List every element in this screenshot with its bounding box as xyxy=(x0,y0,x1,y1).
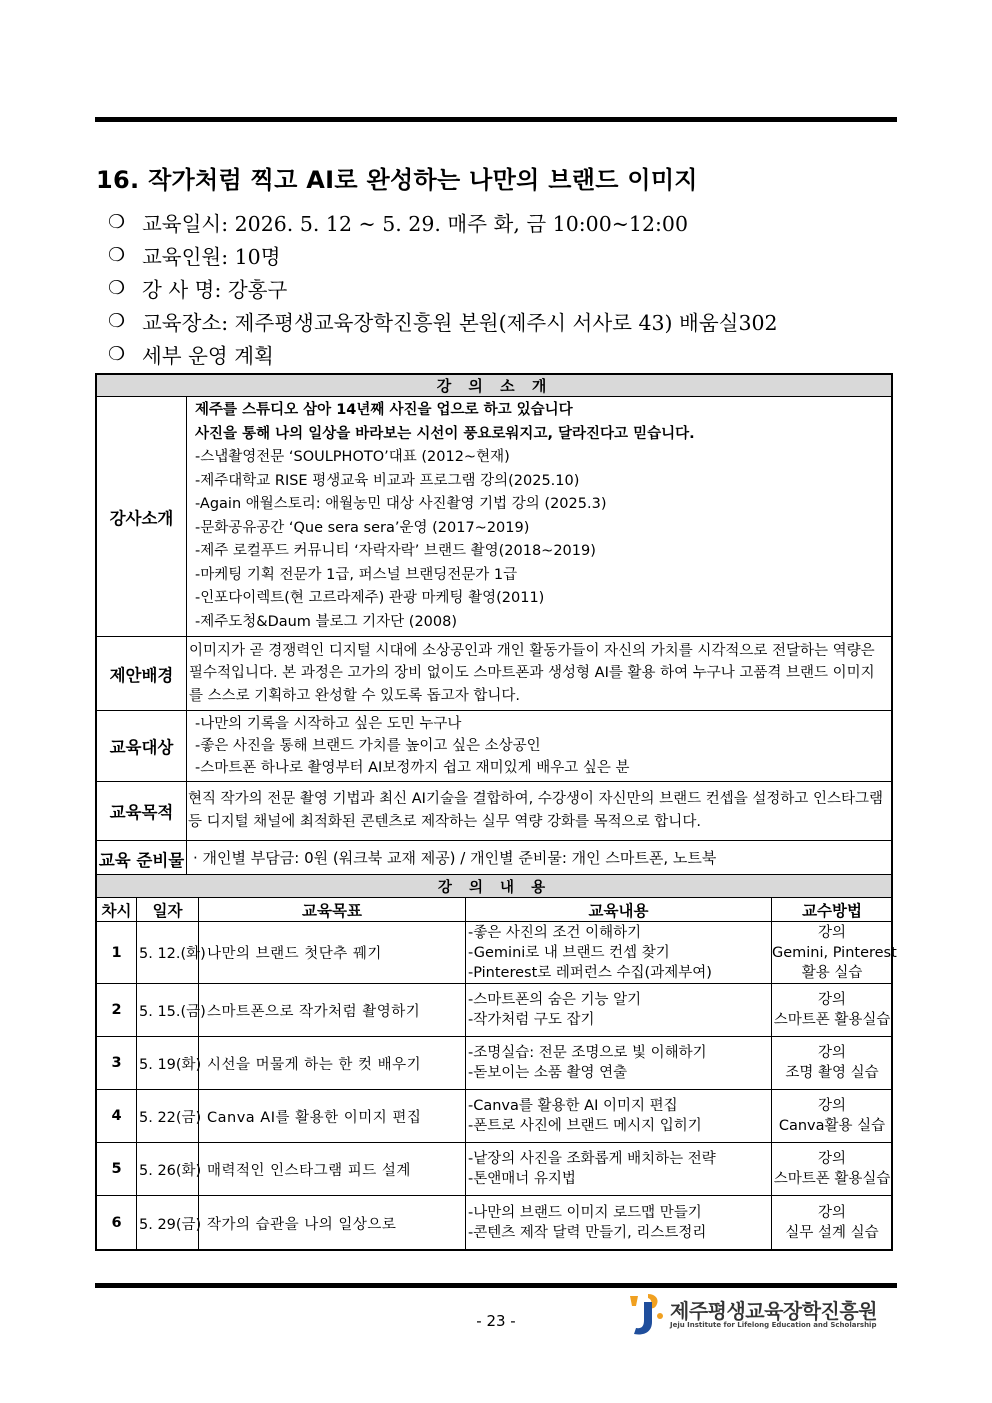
session-date: 5. 15.(금) xyxy=(137,984,199,1037)
instructor-label: 강사소개 xyxy=(97,397,187,637)
session-content: -낱장의 사진을 조화롭게 배치하는 전략 -톤앤매너 유지법 xyxy=(466,1143,772,1196)
circle-bullet-icon: ❍ xyxy=(108,309,126,332)
target-list: -나만의 기록을 시작하고 싶은 도민 누구나 -좋은 사진을 통해 브랜드 가치를 높이고 싶은 소상공인 -스마트폰 하나로 촬영부터 AI보정까지 쉽고 재미있게 배우고 싶은 분 xyxy=(187,711,893,782)
session-method: 강의 스마트폰 활용실습 xyxy=(772,1143,893,1196)
session-content: -나만의 브랜드 이미지 로드맵 만들기 -콘텐츠 제작 달력 만들기, 리스트정리 xyxy=(466,1196,772,1251)
session-content: -스마트폰의 숨은 기능 알기 -작가처럼 구도 잡기 xyxy=(466,984,772,1037)
instructor-career-item: -문화공유공간 ‘Que sera sera’운영 (2017~2019) xyxy=(195,519,530,536)
instructor-career-item: -스냅촬영전문 ‘SOULPHOTO’대표 (2012~현재) xyxy=(195,449,510,465)
institute-logo xyxy=(626,1292,896,1340)
session-goal: 작가의 습관을 나의 일상으로 xyxy=(199,1196,466,1251)
background-label: 제안배경 xyxy=(97,637,187,711)
bullet-location: ❍ 교육장소: 제주평생교육장학진흥원 본원(제주시 서사로 43) 배움실302 xyxy=(108,309,778,335)
column-header-session: 차시 xyxy=(97,898,137,922)
column-header-date: 일자 xyxy=(137,898,199,922)
circle-bullet-icon: ❍ xyxy=(108,210,126,233)
session-goal: 매력적인 인스타그램 피드 설계 xyxy=(199,1143,466,1196)
session-date: 5. 29(금) xyxy=(137,1196,199,1251)
schedule-header: 강 의 내 용 xyxy=(97,875,893,898)
bullet-instructor: ❍ 강 사 명: 강홍구 xyxy=(108,276,288,302)
session-date: 5. 19(화) xyxy=(137,1037,199,1090)
intro-header: 강 의 소 개 xyxy=(97,375,893,397)
info-bullets xyxy=(108,205,778,370)
table-row xyxy=(97,1090,893,1143)
session-number: 1 xyxy=(97,922,137,984)
bullet-plan: ❍ 세부 운영 계획 xyxy=(108,342,274,368)
session-content: -좋은 사진의 조건 이해하기 -Gemini로 내 브랜드 컨셉 찾기 -Pinterest로 레퍼런스 수집(과제부여) xyxy=(466,922,772,984)
intro-table xyxy=(96,374,893,878)
prep-text: · 개인별 부담금: 0원 (워크북 교재 제공) / 개인별 준비물: 개인 스마트폰, 노트북 xyxy=(193,849,717,868)
column-header-content: 교육내용 xyxy=(466,898,772,922)
target-label: 교육대상 xyxy=(97,711,187,782)
prep-label: 교육 준비물 xyxy=(97,841,187,878)
circle-bullet-icon: ❍ xyxy=(108,243,126,266)
top-rule xyxy=(95,117,897,122)
purpose-text: 현직 작가의 전문 촬영 기법과 최신 AI기술을 결합하여, 수강생이 자신만의 브랜드 컨셉을 설정하고 인스타그램 등 디지털 채널에 최적화된 콘텐츠로 제작하는 실무 역량 강화를 목적으로 합니다. xyxy=(188,791,884,830)
institute-emblem-icon xyxy=(626,1292,666,1338)
session-content: -Canva를 활용한 AI 이미지 편집 -폰트로 사진에 브랜드 메시지 입히기 xyxy=(466,1090,772,1143)
instructor-details: 제주를 스튜디오 삼아 14년째 사진을 업으로 하고 있습니다 사진을 통해 나의 일상을 바라보는 시선이 풍요로워지고, 달라진다고 믿습니다. -스냅촬영전문 ‘SOULPHOTO’대표 (2012~현재) -제주대학교 RISE 평생교육 비교과 프로그램 강의(2025.10) -Again 애월스토리: 애월농민 대상 사진촬영 기법 강의 (2025.3) -문화공유공간 ‘Que sera sera’운영 (2017~2019) -제주 로컬푸드 커뮤니티 ‘자락자락’ 브랜드 촬영(2018~2019) -마케팅 기획 전문가 1급, 퍼스널 브랜딩전문가 1급 -인포다이렉트(현 고르라제주) 관광 마케팅 촬영(2011) -제주도청&Daum 블로그 기자단 (2008) xyxy=(187,397,893,637)
column-header-method: 교수방법 xyxy=(772,898,893,922)
session-method: 강의 Gemini, Pinterest 활용 실습 xyxy=(772,922,893,984)
session-number: 4 xyxy=(97,1090,137,1143)
table-row xyxy=(97,1037,893,1090)
session-goal: Canva AI를 활용한 이미지 편집 xyxy=(199,1090,466,1143)
session-goal: 나만의 브랜드 첫단추 꿰기 xyxy=(199,922,466,984)
page-title: 16. 작가처럼 찍고 AI로 완성하는 나만의 브랜드 이미지 xyxy=(96,166,698,194)
bottom-rule xyxy=(95,1283,897,1288)
table-row xyxy=(97,984,893,1037)
session-number: 6 xyxy=(97,1196,137,1251)
instructor-career-item: -제주대학교 RISE 평생교육 비교과 프로그램 강의(2025.10) xyxy=(195,472,580,489)
circle-bullet-icon: ❍ xyxy=(108,276,126,299)
table-row xyxy=(97,1196,893,1251)
session-method: 강의 조명 촬영 실습 xyxy=(772,1037,893,1090)
purpose-label: 교육목적 xyxy=(97,782,187,841)
column-header-goal: 교육목표 xyxy=(199,898,466,922)
session-number: 3 xyxy=(97,1037,137,1090)
circle-bullet-icon: ❍ xyxy=(108,342,126,365)
schedule-table xyxy=(96,874,897,1251)
session-date: 5. 26(화) xyxy=(137,1143,199,1196)
session-goal: 스마트폰으로 작가처럼 촬영하기 xyxy=(199,984,466,1037)
session-method: 강의 실무 설계 실습 xyxy=(772,1196,893,1251)
table-row xyxy=(97,1143,893,1196)
page-number: - 23 - xyxy=(476,1312,516,1330)
session-date: 5. 22(금) xyxy=(137,1090,199,1143)
institute-name-english: Jeju Institute for Lifelong Education and Scholarship xyxy=(670,1321,877,1329)
background-text: 이미지가 곧 경쟁력인 디지털 시대에 소상공인과 개인 활동가들이 자신의 가치를 시각적으로 전달하는 역량은 필수적입니다. 본 과정은 고가의 장비 없이도 스마트폰과 생성형 AI를 활용 하여 누구나 고품격 브랜드 이미지를 스스로 기획하고 완성할 수 있도록 돕고자 합니다. xyxy=(189,642,875,704)
bullet-schedule: ❍ 교육일시: 2026. 5. 12 ~ 5. 29. 매주 화, 금 10:00~12:00 xyxy=(108,210,689,236)
bullet-capacity: ❍ 교육인원: 10명 xyxy=(108,243,281,269)
instructor-career-item: -마케팅 기획 전문가 1급, 퍼스널 브랜딩전문가 1급 xyxy=(195,566,518,583)
session-method: 강의 Canva활용 실습 xyxy=(772,1090,893,1143)
session-date: 5. 12.(화) xyxy=(137,922,199,984)
session-content: -조명실습: 전문 조명으로 빛 이해하기 -돋보이는 소품 촬영 연출 xyxy=(466,1037,772,1090)
session-number: 2 xyxy=(97,984,137,1037)
instructor-career-item: -제주 로컬푸드 커뮤니티 ‘자락자락’ 브랜드 촬영(2018~2019) xyxy=(195,543,596,559)
session-method: 강의 스마트폰 활용실습 xyxy=(772,984,893,1037)
table-row xyxy=(97,922,893,984)
session-goal: 시선을 머물게 하는 한 컷 배우기 xyxy=(199,1037,466,1090)
instructor-career-item: -Again 애월스토리: 애월농민 대상 사진촬영 기법 강의 (2025.3) xyxy=(195,496,607,512)
instructor-career-item: -제주도청&Daum 블로그 기자단 (2008) xyxy=(195,613,458,630)
session-number: 5 xyxy=(97,1143,137,1196)
institute-name: 제주평생교육장학진흥원 xyxy=(670,1299,878,1323)
instructor-career-item: -인포다이렉트(현 고르라제주) 관광 마케팅 촬영(2011) xyxy=(195,590,545,606)
